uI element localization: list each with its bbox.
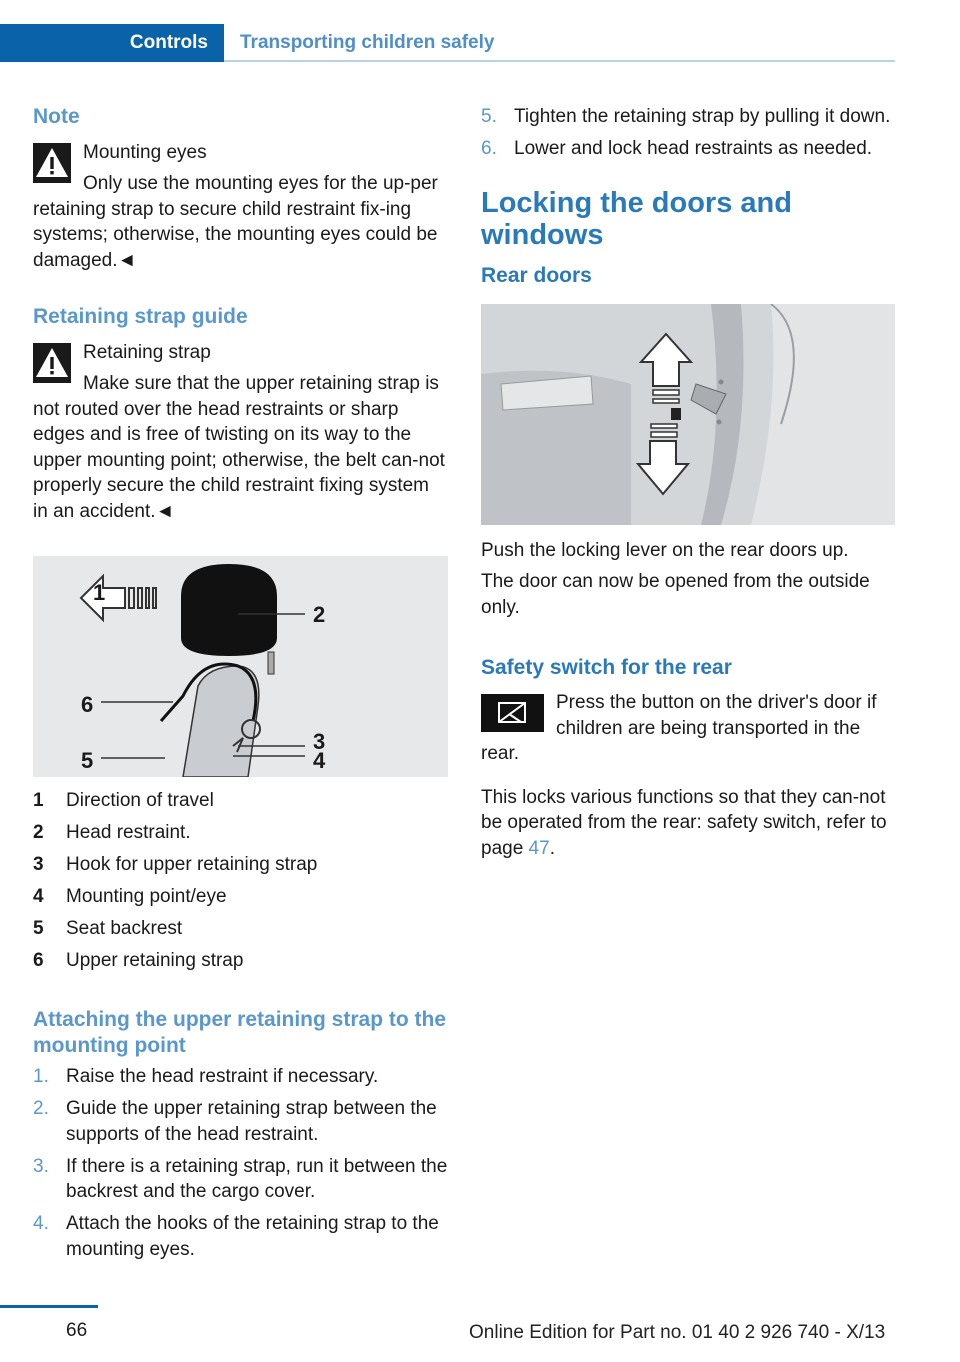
figure-label-6: 6 xyxy=(81,692,94,717)
edition-note: Online Edition for Part no. 01 40 2 926 740 - X/13 xyxy=(469,1322,886,1343)
strap-guide-heading: Retaining strap guide xyxy=(33,305,248,328)
continued-steps xyxy=(481,104,895,162)
legend-row: 3 Hook for upper retaining strap xyxy=(33,854,318,875)
figure-label-3: 3 xyxy=(313,729,326,754)
rear-doors-text-2: The door can now be opened from the outside only. xyxy=(481,571,870,618)
list-item: 5. Tighten the retaining strap by pulling it down. xyxy=(481,106,891,127)
rear-door-lock-photo xyxy=(481,304,895,525)
locks-text: This locks various functions so that they can-not be operated from the rear: safety switch, refer to page 47. xyxy=(481,786,887,859)
figure-label-4: 4 xyxy=(313,748,326,773)
safety-switch-block xyxy=(481,690,895,767)
warning-title: Mounting eyes xyxy=(83,142,207,163)
legend-row: 5 Seat backrest xyxy=(33,918,183,939)
safety-switch-heading: Safety switch for the rear xyxy=(481,656,732,679)
figure-label-5: 5 xyxy=(81,748,94,773)
warning-text: Make sure that the upper retaining strap is not routed over the head restraints or sharp edges and is free of twisting on its way to the upper mounting point; otherwise, the belt can-not properly secure the child restraint fixing system in an accident.◄ xyxy=(33,373,445,522)
footer-rule xyxy=(0,1305,98,1308)
retaining-strap-warning xyxy=(33,339,448,524)
legend-row: 4 Mounting point/eye xyxy=(33,886,227,907)
attach-heading: Attaching the upper retaining strap to the mounting point xyxy=(33,1008,447,1057)
page-reference-link[interactable]: 47 xyxy=(528,837,550,859)
warning-text: Only use the mounting eyes for the up-per retaining strap to secure child restraint fix-ing systems; otherwise, the mounting eyes could be damaged.◄ xyxy=(33,173,438,271)
list-item: 2. Guide the upper retaining strap between the supports of the head restraint. xyxy=(33,1098,437,1145)
attach-steps xyxy=(33,1064,448,1262)
rear-doors-text-1: Push the locking lever on the rear doors up. xyxy=(481,539,849,561)
rear-door-drawing xyxy=(481,304,895,525)
tab-transporting-children[interactable]: Transporting children safely xyxy=(240,32,495,53)
list-item: 6. Lower and lock head restraints as needed. xyxy=(481,138,873,159)
note-heading: Note xyxy=(33,105,80,128)
child-lock-button-icon xyxy=(481,694,544,732)
right-column xyxy=(481,100,895,861)
list-item: 1. Raise the head restraint if necessary. xyxy=(33,1066,379,1087)
warning-title: Retaining strap xyxy=(83,342,211,363)
legend-row: 6 Upper retaining strap xyxy=(33,950,244,971)
headrest-illustration xyxy=(33,556,448,777)
warning-triangle-icon xyxy=(33,343,71,383)
list-item: 4. Attach the hooks of the retaining strap to the mounting eyes. xyxy=(33,1213,439,1260)
figure-label-2: 2 xyxy=(313,602,326,627)
page-number: 66 xyxy=(66,1320,88,1341)
left-column xyxy=(33,100,448,1269)
list-item: 3. If there is a retaining strap, run it between the backrest and the cargo cover. xyxy=(33,1155,448,1202)
warning-triangle-icon xyxy=(33,143,71,183)
safety-switch-text: Press the button on the driver's door if children are being transported in the rear. xyxy=(481,692,877,764)
tab-controls[interactable]: Controls xyxy=(0,24,224,62)
header-tabs xyxy=(0,24,895,62)
locking-heading: Locking the doors and windows xyxy=(481,186,792,251)
legend-row: 1 Direction of travel xyxy=(33,790,214,811)
figure-legend xyxy=(33,785,448,977)
legend-row: 2 Head restraint. xyxy=(33,822,191,843)
rear-doors-heading: Rear doors xyxy=(481,263,592,287)
figure-label-1: 1 xyxy=(93,580,106,605)
mounting-eyes-warning xyxy=(33,139,448,273)
